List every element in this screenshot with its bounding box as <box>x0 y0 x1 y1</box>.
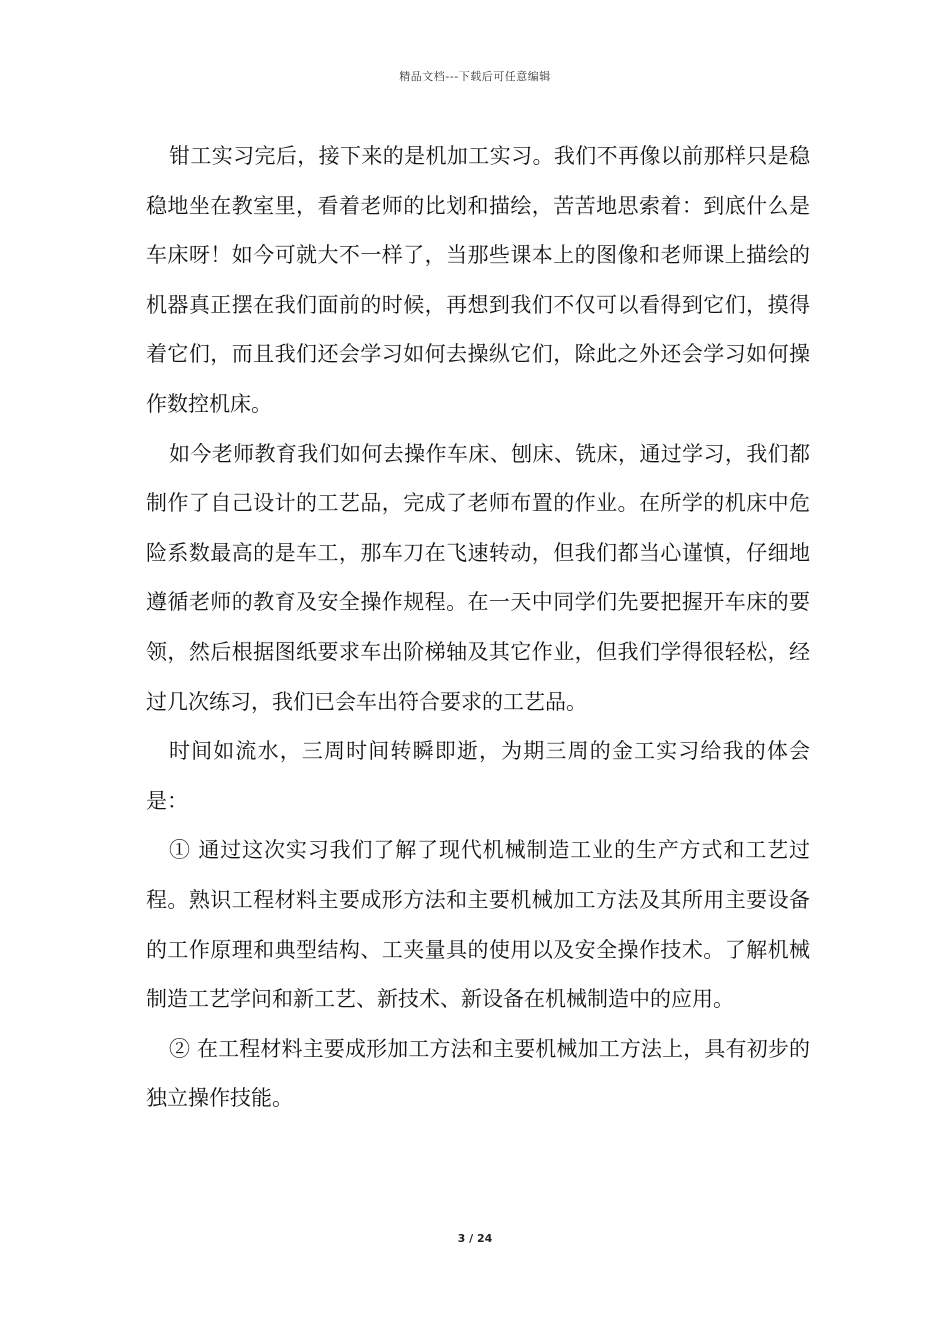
page-number: 3 / 24 <box>457 1232 493 1245</box>
paragraph-5: ② 在工程材料主要成形加工方法和主要机械加工方法上，具有初步的独立操作技能。 <box>146 1036 810 1111</box>
paragraph-2: 如今老师教育我们如何去操作车床、刨床、铣床，通过学习，我们都制作了自己设计的工艺品，完成了老师布置的作业。在所学的机床中危险系数最高的是车工，那车刀在飞速转动，但我们都当心谨慎，仔细地遵循老师的教育及安全操作规程。在一天中同学们先要把握开车床的要领，然后根据图纸要求车出阶梯轴及其它作业，但我们学得很轻松，经过几次练习，我们已会车出符合要求的工艺品。 <box>146 441 810 714</box>
paragraph-1: 钳工实习完后，接下来的是机加工实习。我们不再像以前那样只是稳稳地坐在教室里，看着老师的比划和描绘，苦苦地思索着：到底什么是车床呀！如今可就大不一样了，当那些课本上的图像和老师课上描绘的机器真正摆在我们面前的时候，再想到我们不仅可以看得到它们，摸得着它们，而且我们还会学习如何去操纵它们，除此之外还会学习如何操作数控机床。 <box>146 144 810 416</box>
paragraph-3: 时间如流水，三周时间转瞬即逝，为期三周的金工实习给我的体会是： <box>146 739 810 813</box>
page-header: 精品文档---下载后可任意编辑 <box>399 70 551 83</box>
document-body <box>146 132 810 1124</box>
paragraph-4: ① 通过这次实习我们了解了现代机械制造工业的生产方式和工艺过程。熟识工程材料主要成形方法和主要机械加工方法及其所用主要设备的工作原理和典型结构、工夹量具的使用以及安全操作技术。了解机械制造工艺学问和新工艺、新技术、新设备在机械制造中的应用。 <box>146 838 810 1012</box>
